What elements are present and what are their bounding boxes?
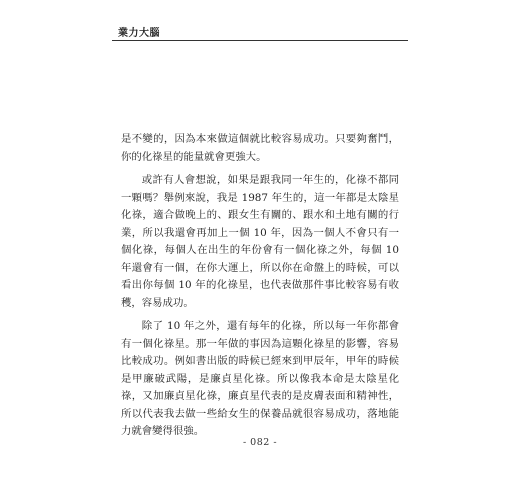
paragraph-1: 是不變的，因為本來做這個就比較容易成功。只要夠奮鬥，你的化祿星的能量就會更強大。 [121, 133, 399, 163]
paragraph-2: 或許有人會想說，如果是跟我同一年生的，化祿不都同一顆嗎？舉例來說，我是 1987 年生的，這一年都是太陰星化祿，適合做晚上的、跟女生有關的、跟水和土地有關的行業，所以我還會再加上一個 10 年，因為一個人不會只有一個化祿，每個人在出生的年份會有一個化祿之外，每個 10 年還會有一個，在你大運上，所以你在命盤上的時候，可以看出你每個 10 年的化祿星，也代表做那件事比較容易有收穫，容易成功。 [121, 174, 399, 309]
header-divider [112, 40, 408, 41]
page-number: - 082 - [242, 437, 278, 448]
running-header-title: 業力大腦 [118, 28, 160, 39]
paragraph-3: 除了 10 年之外，還有每年的化祿，所以每一年你都會有一個化祿星。那一年做的事因為這顆化祿星的影響，容易比較成功。例如書出版的時候已經來到甲辰年，甲年的時候是甲廉破武陽，是廉貞星化祿。所以像我本命是太陰星化祿，又加廉貞星化祿，廉貞星代表的是皮膚表面和精神性，所以代表我去做一些給女生的保養品就很容易成功，落地能力就會變得很強。 [121, 320, 399, 437]
body-text [121, 131, 399, 447]
